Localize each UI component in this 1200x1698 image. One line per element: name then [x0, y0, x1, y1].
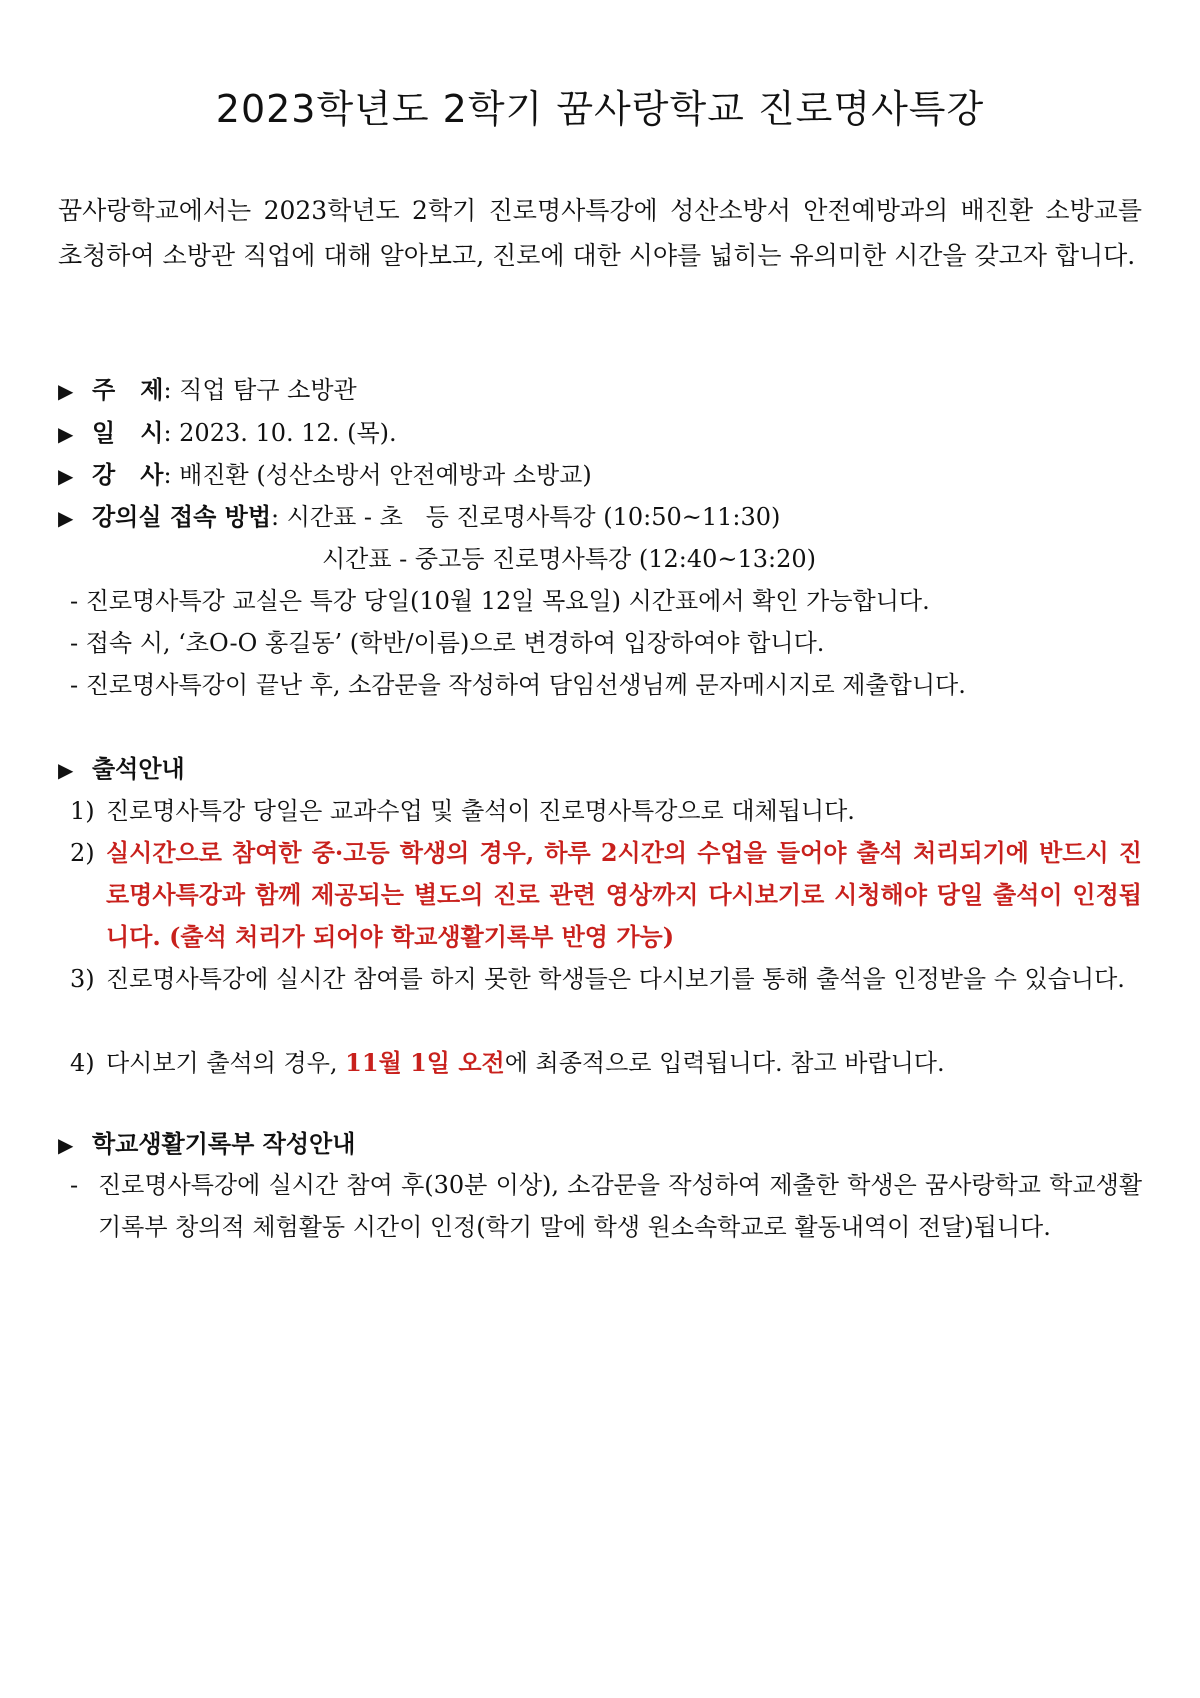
attendance-item-3-number: 3)	[70, 965, 95, 993]
record-heading	[58, 1128, 355, 1161]
info-lecturer	[58, 459, 592, 492]
note-2: - 접속 시, ‘초O-O 홍길동’ (학반/이름)으로 변경하여 입장하여야 합니다.	[70, 629, 825, 657]
item-4-highlight: 11월 1일 오전	[345, 1048, 505, 1077]
record-dash: -	[70, 1171, 79, 1199]
topic-value: : 직업 탐구 소방관	[163, 376, 357, 404]
record-heading-text: 학교생활기록부 작성안내	[92, 1129, 356, 1158]
document-title: 2023학년도 2학기 꿈사랑학교 진로명사특강	[215, 87, 985, 131]
note-1: - 진로명사특강 교실은 특강 당일(10월 12일 목요일) 시간표에서 확인 가능합니다.	[70, 587, 930, 615]
date-label: 일 시	[92, 418, 164, 447]
triangle-bullet-icon: ▶	[58, 506, 74, 530]
attendance-item-1: 진로명사특강 당일은 교과수업 및 출석이 진로명사특강으로 대체됩니다.	[106, 797, 855, 825]
record-text: 진로명사특강에 실시간 참여 후(30분 이상), 소감문을 작성하여 제출한 학생은 꿈사랑학교 학교생활기록부 창의적 체험활동 시간이 인정(학기 말에 학생 원소속학교로 활동내역이 전달)됩니다.	[98, 1171, 1142, 1241]
access-line-1: : 시간표 - 초 등 진로명사특강 (10:50~11:30)	[271, 503, 781, 531]
attendance-item-1-number: 1)	[70, 797, 95, 825]
note-3: - 진로명사특강이 끝난 후, 소감문을 작성하여 담임선생님께 문자메시지로 제출합니다.	[70, 671, 966, 699]
triangle-bullet-icon: ▶	[58, 1133, 74, 1157]
triangle-bullet-icon: ▶	[58, 379, 74, 403]
attendance-heading-text: 출석안내	[92, 754, 185, 783]
info-access	[58, 501, 780, 534]
item-4-post: 에 최종적으로 입력됩니다. 참고 바랍니다.	[504, 1049, 945, 1077]
attendance-item-2: 실시간으로 참여한 중·고등 학생의 경우, 하루 2시간의 수업을 들어야 출석 처리되기에 반드시 진로명사특강과 함께 제공되는 별도의 진로 관련 영상까지 다시보기로 시청해야 당일 출석이 인정됩니다. (출석 처리가 되어야 학교생활기록부 반영 가능)	[106, 838, 1142, 951]
access-line-2: 시간표 - 중고등 진로명사특강 (12:40~13:20)	[322, 545, 816, 573]
triangle-bullet-icon: ▶	[58, 464, 74, 488]
intro-paragraph: 꿈사랑학교에서는 2023학년도 2학기 진로명사특강에 성산소방서 안전예방과의 배진환 소방교를 초청하여 소방관 직업에 대해 알아보고, 진로에 대한 시야를 넓히는 유의미한 시간을 갖고자 합니다.	[58, 196, 1142, 270]
attendance-item-3: 진로명사특강에 실시간 참여를 하지 못한 학생들은 다시보기를 통해 출석을 인정받을 수 있습니다.	[106, 965, 1125, 993]
info-date	[58, 417, 397, 450]
info-topic	[58, 374, 357, 407]
lecturer-label: 강 사	[92, 460, 164, 489]
attendance-item-4	[106, 1042, 1142, 1084]
triangle-bullet-icon: ▶	[58, 422, 74, 446]
attendance-heading	[58, 753, 185, 786]
topic-label: 주 제	[92, 375, 164, 404]
access-label: 강의실 접속 방법	[92, 502, 271, 531]
lecturer-value: : 배진환 (성산소방서 안전예방과 소방교)	[163, 461, 592, 489]
date-value: : 2023. 10. 12. (목).	[163, 419, 397, 447]
attendance-item-2-number: 2)	[70, 839, 95, 867]
attendance-item-4-number: 4)	[70, 1049, 95, 1077]
triangle-bullet-icon: ▶	[58, 758, 74, 782]
item-4-pre: 다시보기 출석의 경우,	[106, 1049, 346, 1077]
